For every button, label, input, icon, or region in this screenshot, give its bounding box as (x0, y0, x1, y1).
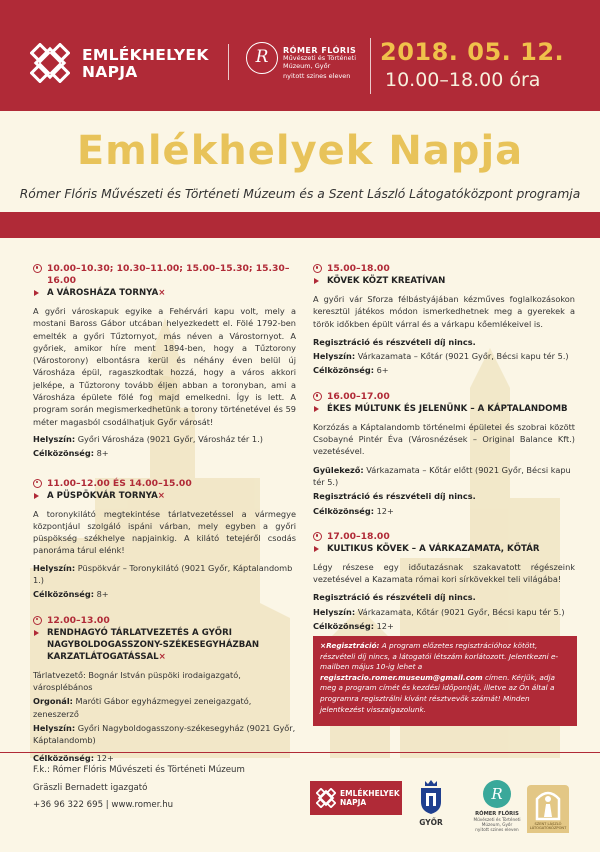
event-time (313, 531, 575, 543)
romer-monogram-icon: R (483, 780, 511, 808)
clock-icon (33, 264, 42, 273)
footer-emlekhelyek-logo (310, 781, 402, 815)
event-item (33, 615, 296, 765)
registration-mark: × (158, 651, 166, 662)
audience-label: Célközönség: (313, 365, 374, 376)
audience-label: Célközönség: (33, 753, 94, 764)
audience-value: 12+ (374, 621, 394, 632)
event-location (33, 433, 296, 445)
audience-label: Célközönség: (313, 621, 374, 632)
director-line: Gräszli Bernadett igazgató (33, 782, 148, 793)
footer-publisher (33, 762, 245, 815)
audience-label: Célközönség: (313, 505, 374, 516)
event-description: A győri vár Sforza félbástyájában kézműves foglalkozásokon keresztül játékos módon ismerkedhetnek meg a gyerekek a török időkben épült várral és a várkapu kőemlékeivel is. (313, 294, 575, 329)
registration-note: Regisztráció és részvételi díj nincs. (313, 336, 476, 347)
gyor-crest-icon (416, 778, 446, 816)
audience-value: 8+ (94, 448, 109, 459)
szl-line1: SZENT LÁSZLÓ (534, 821, 562, 826)
brand-name (82, 47, 209, 81)
event-audience (313, 620, 575, 632)
footer-brand-line1: EMLÉKHELYEK (340, 789, 400, 798)
event-title-text: A VÁROSHÁZA TORNYA (47, 288, 159, 298)
footer-gyor-logo (416, 778, 446, 827)
museum-subtitle-1: Művészeti és Történeti (283, 54, 357, 62)
footer-romer-logo (468, 780, 526, 832)
knot-logo-icon (30, 43, 70, 83)
event-audience (313, 364, 575, 376)
szl-label (527, 822, 569, 830)
registration-note: Regisztráció és részvételi díj nincs. (313, 592, 476, 603)
triangle-bullet-icon (314, 546, 319, 552)
event-date: 2018. 05. 12. (380, 38, 565, 66)
audience-value: 8+ (94, 589, 109, 600)
event-title-text: KÖVEK KÖZT KREATÍVAN (327, 276, 446, 286)
event-organist (33, 695, 296, 720)
event-item (313, 263, 575, 377)
event-title-text: RENDHAGYÓ TÁRLATVEZETÉS A GYŐRI NAGYBOLDOGASSZONY-SZÉKESEGYHÁZBAN KARZATLÁTOGATÁSSAL (47, 627, 260, 662)
registration-note: Regisztráció és részvételi díj nincs. (313, 491, 476, 502)
publisher-line: F.k.: Rómer Flóris Művészeti és Történeti Múzeum (33, 765, 245, 775)
registration-mark: × (157, 490, 165, 501)
location-value: Győri Nagyboldogasszony-székesegyház (9021 Győr, Káptalandomb) (33, 722, 296, 746)
event-time (33, 478, 296, 490)
event-time-text: 11.00–12.00 ÉS 14.00–15.00 (47, 477, 192, 489)
registration-text-1: A program előzetes regisztrációhoz kötött, részvételi díj nincs, a látogatói létszám korlátozott. Jelentkezni e-mailben május 10-ig lehet a (320, 641, 559, 672)
events-left-column (33, 263, 296, 775)
event-item (33, 478, 296, 601)
registration-email[interactable]: regisztracio.romer.museum@gmail.com (320, 672, 483, 682)
clock-icon (313, 392, 322, 401)
location-value: Várkazamata, Kőtár (9021 Győr, Bécsi kapu tér 5.) (355, 606, 565, 617)
museum-subtitle-2: Múzeum, Győr (283, 61, 331, 70)
location-value: Várkazamata – Kőtár (9021 Győr, Bécsi kapu tér 5.) (355, 351, 569, 362)
event-title (33, 287, 296, 299)
event-registration-note (313, 336, 575, 348)
szl-line2: LÁTOGATÓKÖZPONT (529, 825, 567, 830)
location-value: Püspökvár – Toronykilátó (9021 Győr, Káptalandomb 1.) (33, 562, 293, 586)
event-title (33, 490, 296, 502)
museum-tagline: nyitott szines eleven (283, 72, 351, 80)
location-label: Helyszín: (33, 722, 76, 733)
event-time (313, 263, 575, 275)
footer-brand-text (340, 790, 400, 807)
event-title-text: A PÜSPÖKVÁR TORNYA (47, 490, 158, 501)
event-time (33, 263, 296, 287)
triangle-bullet-icon (34, 290, 39, 296)
organist-value: Maróti Gábor egyházmegyei zeneigazgató, zeneszerző (33, 696, 252, 719)
footer-divider (0, 752, 600, 753)
footer-szent-laszlo-logo (527, 785, 569, 833)
event-title (313, 403, 575, 415)
audience-label: Célközönség: (33, 448, 94, 459)
clock-icon (33, 479, 42, 488)
knot-logo-icon (316, 788, 336, 808)
clock-icon (313, 264, 322, 273)
registration-text-2: címen. Kérjük, adja meg a program címét és kezdési időpontját, illetve az Ön által a programra regisztrálni kívánt résztvevők számát! Minden jelentkezést visszaigazolunk. (320, 672, 555, 714)
event-item (33, 263, 296, 460)
location-label: Helyszín: (313, 606, 356, 617)
page-title: Emlékhelyek Napja (76, 128, 524, 174)
organist-label: Orgonál: (33, 696, 73, 707)
event-location (313, 606, 575, 618)
arch-figure-icon (527, 785, 569, 821)
event-audience (33, 447, 296, 459)
header-divider (228, 44, 229, 80)
audience-value: 6+ (374, 365, 389, 376)
event-title (313, 275, 575, 287)
event-guide (33, 669, 296, 694)
event-time-text: 15.00–18.00 (327, 263, 390, 274)
event-location (313, 350, 575, 362)
registration-mark: × (158, 288, 166, 298)
event-title (313, 543, 575, 555)
event-location (33, 562, 296, 587)
gyor-label: GYŐR (419, 818, 443, 827)
footer-rf-sub1: Művészeti és Történeti (473, 817, 521, 822)
registration-label: ×Regisztráció: (320, 641, 380, 650)
event-audience (313, 505, 575, 517)
event-description: Légy részese egy időutazásnak szakavatott régészeink vezetésével a Kazamata római kori sírkövekkel teli világába! (313, 561, 575, 585)
event-title (33, 627, 296, 663)
location-label: Helyszín: (33, 433, 76, 444)
location-label: Helyszín: (33, 562, 76, 573)
event-registration-note (313, 490, 575, 502)
location-label: Helyszín: (313, 351, 356, 362)
footer-brand-line2: NAPJA (340, 797, 367, 807)
event-time-text: 17.00–18.00 (327, 530, 390, 542)
meeting-label: Gyülekező: (313, 464, 364, 475)
museum-name: RÓMER FLÓRIS (283, 46, 357, 55)
event-description: Korzózás a Káptalandomb történelmi épületei és szobrai között Csobayné Pintér Éva (Városnézések – Original Balance Kft.) vezetésével. (313, 421, 575, 457)
event-time-text: 12.00–13.00 (47, 614, 110, 626)
event-time (313, 391, 575, 403)
red-divider-band (0, 212, 600, 238)
event-title-text: ÉKES MÚLTUNK ÉS JELENÜNK – A KÁPTALANDOMB (327, 403, 568, 414)
header-divider-2 (370, 38, 371, 94)
footer-rf-sub2: Múzeum, Győr (481, 822, 513, 827)
registration-info-box (313, 636, 577, 726)
guide-value: Tárlatvezető: Bognár István püspöki irodaigazgató, városplébános (33, 669, 241, 692)
event-item (313, 391, 575, 517)
brand-line1: EMLÉKHELYEK (82, 46, 209, 64)
meeting-value: Várkazamata – Kőtár előtt (9021 Győr, Bécsi kapu tér 5.) (313, 464, 571, 487)
event-time (33, 615, 296, 627)
events-right-column (313, 263, 575, 642)
clock-icon (33, 616, 42, 625)
event-registration-note (313, 591, 575, 603)
triangle-bullet-icon (314, 278, 319, 284)
event-time-text: 10.00–10.30; 10.30–11.00; 15.00–15.30; 15.30–16.00 (47, 263, 290, 286)
event-audience (33, 588, 296, 600)
page-subtitle: Rómer Flóris Művészeti és Történeti Múzeum és a Szent László Látogatóközpont programja (19, 187, 581, 201)
clock-icon (313, 532, 322, 541)
event-meeting-point (313, 464, 575, 489)
footer-rf-name: RÓMER FLÓRIS (475, 811, 519, 817)
audience-label: Célközönség: (33, 589, 94, 600)
event-title-text: KULTIKUS KÖVEK – A VÁRKAZAMATA, KŐTÁR (327, 543, 540, 554)
romer-monogram-icon: R (246, 42, 278, 74)
event-hours: 10.00–18.00 óra (385, 69, 541, 91)
event-time-text: 16.00–17.00 (327, 390, 390, 402)
audience-value: 12+ (94, 753, 114, 764)
triangle-bullet-icon (314, 406, 319, 412)
museum-logo-text (283, 46, 356, 81)
contact-line[interactable]: +36 96 322 695 | www.romer.hu (33, 800, 174, 811)
brand-line2: NAPJA (82, 63, 138, 81)
event-description: A toronykilátó megtekintése tárlatvezetéssel a vármegye központjául szolgáló ispáni várban, mely egyben a győri püspökség székhelye napjainkig. A kilátó tetejéről csodás panoráma tárul elénk! (33, 508, 296, 556)
location-value: Győri Városháza (9021 Győr, Városház tér 1.) (75, 433, 263, 444)
triangle-bullet-icon (34, 630, 39, 636)
event-description: A győri városkapuk egyike a Fehérvári kapu volt, mely a mostani Baross Gábor utcában helyezkedett el. Fölé 1792-ben emelték a győri Tűztornyot, más néven a Várostornyot. A győriek, amikor híre ment 1894-ben, hogy a Tűztorony (Várostorony) elbontásra kerül és néhány éven belül új Városháza épül, ragaszkodtak hozzá, hogy a város akkori jelképe, a Tűztorony tovább éljen abban a toronyban, ami a Városháza épülete fölé fog majd emelkedni. Így is lett. A program során megismerkedhetünk a torony történetével és 59 méter magasból csodálhatjuk Győr városát! (33, 306, 296, 427)
event-item (313, 531, 575, 632)
footer-rf-tagline: nyitott szines eleven (475, 827, 519, 832)
header-banner (0, 0, 600, 111)
event-location (33, 722, 296, 747)
audience-value: 12+ (374, 505, 394, 516)
triangle-bullet-icon (34, 493, 39, 499)
